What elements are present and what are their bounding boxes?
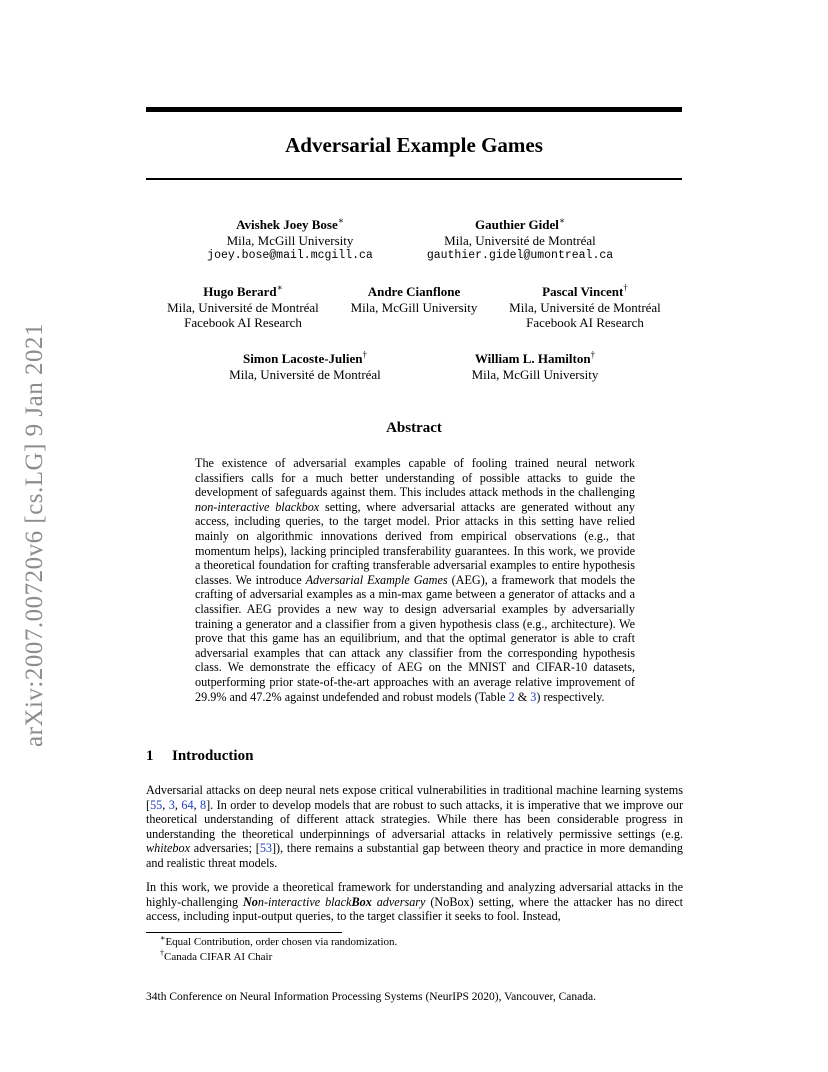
abstract-text: &: [514, 689, 531, 704]
author-affiliation: Mila, Université de Montréal: [229, 366, 381, 382]
citation-link[interactable]: 53: [259, 841, 272, 856]
arxiv-stamp: [10, 300, 60, 770]
author-name: Simon Lacoste-Julien: [242, 351, 363, 366]
author-block: [148, 284, 338, 331]
intro-paragraph: [146, 783, 683, 871]
footnote-mark: †: [160, 948, 164, 958]
author-email: gauthier.gidel@umontreal.ca: [426, 249, 614, 262]
table-ref-link[interactable]: 3: [530, 689, 537, 704]
abstract-text: (AEG), a framework that models the crafting of adversarial examples as a min-max game between a generator of attacks and a classifier. AEG provides a new way to design adversarial examples by adversarially training a generator and a classifier from a given hypothesis class (e.g., architecture). We prove that this game has an equilibrium, and that the optimal generator is able to craft adversarial examples that can attack any classifier from the corresponding hypothesis class. We demonstrate the efficacy of AEG on the MNIST and CIFAR-10 datasets, outperforming prior state-of-the-art approaches with an average relative improvement of 29.9% and 47.2% against undefended and robust models (Table: [195, 572, 635, 704]
author-mark: ∗: [337, 215, 344, 226]
citation-link[interactable]: 55: [150, 797, 163, 812]
author-block: [334, 284, 494, 315]
abstract-body: [195, 456, 635, 704]
section-title: Introduction: [172, 748, 254, 764]
author-affiliation: Mila, McGill University: [226, 232, 354, 248]
author-block: [205, 351, 405, 382]
author-mark: †: [590, 349, 596, 360]
author-affiliation: Mila, McGill University: [350, 299, 478, 315]
abstract-text: setting, where adversarial attacks are generated without any access, including queries, to the target model. Prior attacks in this setting have relied mainly on algorithmic innovations derived from empirical observations (e.g., that momentum helps), lacking principled transferability guarantees. In this work, we provide a theoretical foundation for crafting transferable adversarial examples to entire hypothesis classes. We introduce: [195, 499, 635, 587]
footnote-text: Canada CIFAR AI Chair: [164, 951, 273, 963]
citation-link[interactable]: 64: [181, 797, 194, 812]
abstract-emphasis: Adversarial Example Games: [305, 572, 448, 587]
footnote-text: Equal Contribution, order chosen via randomization.: [165, 936, 398, 948]
author-mark: ∗: [558, 215, 566, 226]
paragraph-emphasis: n-interactive black: [257, 894, 352, 909]
author-name: Avishek Joey Bose: [236, 217, 338, 232]
author-block: [490, 284, 680, 331]
footnote: [160, 950, 272, 964]
paragraph-text: (NoBox) setting, where the attacker has no direct access, including input-output queries, to the target classifier it seeks to fool. Instead,: [146, 894, 683, 924]
author-block: [440, 351, 630, 382]
author-affiliation-2: Facebook AI Research: [184, 315, 302, 330]
arxiv-stamp-text: arXiv:2007.00720v6 [cs.LG] 9 Jan 2021: [21, 323, 48, 747]
author-affiliation: Mila, McGill University: [471, 366, 599, 382]
paragraph-text: In this work, we provide a theoretical framework for understanding and analyzing adversarial attacks in the highly-challenging: [146, 880, 683, 909]
paragraph-emphasis: adversary: [371, 894, 426, 909]
author-affiliation: Mila, Université de Montréal: [509, 299, 661, 315]
section-heading: [146, 748, 253, 765]
footnote-rule: [146, 932, 342, 933]
citation-link[interactable]: 3: [168, 797, 175, 812]
author-name: Gauthier Gidel: [474, 217, 559, 232]
author-affiliation: Mila, Université de Montréal: [444, 232, 596, 248]
author-affiliation: Mila, Université de Montréal: [167, 299, 319, 315]
paragraph-strong-emphasis: Box: [351, 894, 372, 909]
paragraph-text: adversaries; [: [190, 841, 260, 856]
author-name: Hugo Berard: [203, 284, 277, 299]
abstract-text: The existence of adversarial examples capable of fooling trained neural network classifiers calls for a much better understanding of possible attacks to guide the development of safeguards against them. This includes attack methods in the challenging: [195, 456, 635, 500]
paragraph-strong-emphasis: No: [242, 894, 258, 909]
section-number: 1: [146, 748, 154, 764]
author-mark: †: [623, 282, 628, 293]
title-bottom-rule: [146, 178, 682, 180]
author-email: joey.bose@mail.mcgill.ca: [207, 249, 373, 262]
conference-note: 34th Conference on Neural Information Processing Systems (NeurIPS 2020), Vancouver, Canada.: [146, 991, 596, 1003]
author-mark: ∗: [276, 282, 283, 293]
paragraph-text: ]. In order to develop models that are robust to such attacks, it is imperative that we improve our theoretical understanding of different attack strategies. While there has been considerable progress in understanding the theoretical underpinnings of adversarial attacks in relatively permissive settings (e.g.: [146, 797, 684, 841]
paragraph-text: ,: [162, 797, 169, 812]
paragraph-emphasis: whitebox: [146, 841, 191, 856]
abstract-emphasis: non-interactive blackbox: [195, 499, 320, 514]
paper-title: Adversarial Example Games: [285, 133, 543, 157]
footnote-mark: ∗: [160, 933, 166, 943]
author-name: Pascal Vincent: [542, 284, 624, 299]
intro-paragraph: [146, 880, 683, 924]
abstract-text: ) respectively.: [536, 689, 605, 704]
author-affiliation-2: Facebook AI Research: [526, 315, 644, 330]
author-name: William L. Hamilton: [474, 351, 591, 366]
table-ref-link[interactable]: 2: [508, 689, 515, 704]
author-block: [405, 217, 635, 264]
paragraph-text: ,: [193, 797, 201, 812]
citation-link[interactable]: 8: [200, 797, 207, 812]
paragraph-text: ]), there remains a substantial gap between theory and practice in more demanding and realistic threat models.: [146, 841, 683, 870]
author-name: Andre Cianflone: [367, 284, 461, 299]
abstract-heading: Abstract: [386, 420, 442, 436]
footnote: [160, 935, 397, 949]
paragraph-text: Adversarial attacks on deep neural nets expose critical vulnerabilities in traditional machine learning systems [: [146, 783, 683, 812]
author-mark: †: [362, 349, 368, 360]
author-block: [190, 217, 390, 264]
paragraph-text: ,: [174, 797, 182, 812]
title-top-rule: [146, 107, 682, 112]
